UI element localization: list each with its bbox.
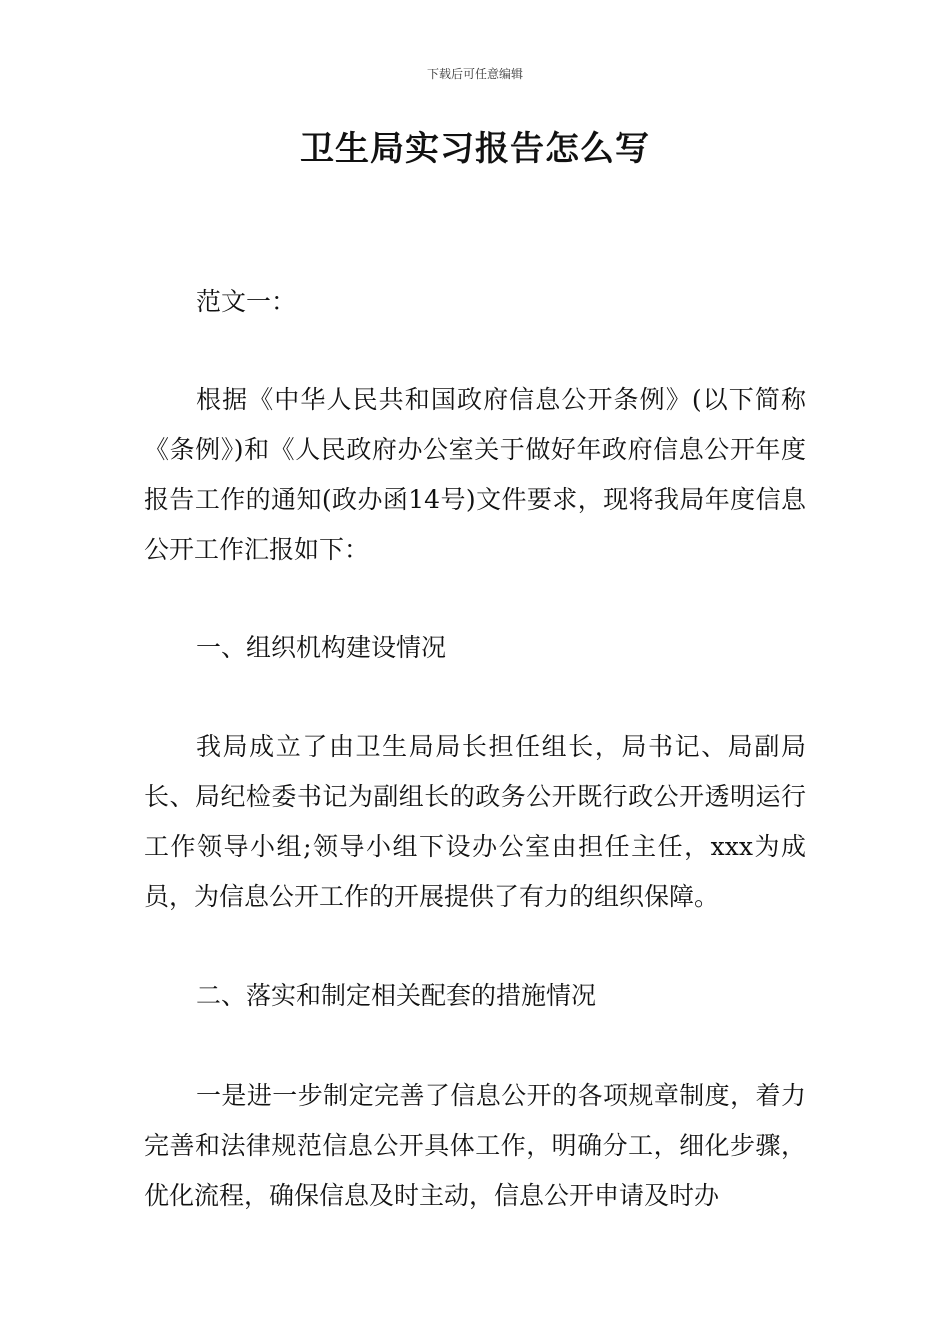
measures-paragraph: 一是进一步制定完善了信息公开的各项规章制度，着力完善和法律规范信息公开具体工作，明确分工，细化步骤，优化流程，确保信息及时主动，信息公开申请及时办 — [144, 1081, 806, 1210]
organization-paragraph: 我局成立了由卫生局局长担任组长，局书记、局副局长、局纪检委书记为副组长的政务公开既行政公开透明运行工作领导小组;领导小组下设办公室由担任主任，xxx为成员，为信息公开工作的开展提供了有力的组织保障。 — [144, 732, 806, 911]
section-label: 范文一： — [196, 287, 297, 316]
section-heading-2: 二、落实和制定相关配套的措施情况 — [196, 981, 597, 1010]
document-title: 卫生局实习报告怎么写 — [300, 129, 650, 169]
intro-paragraph: 根据《中华人民共和国政府信息公开条例》(以下简称《条例》)和《人民政府办公室关于做好年政府信息公开年度报告工作的通知(政办函14号)文件要求，现将我局年度信息公开工作汇报如下： — [144, 385, 806, 564]
section-heading-1: 一、组织机构建设情况 — [196, 633, 447, 662]
header-note: 下载后可任意编辑 — [426, 67, 523, 81]
